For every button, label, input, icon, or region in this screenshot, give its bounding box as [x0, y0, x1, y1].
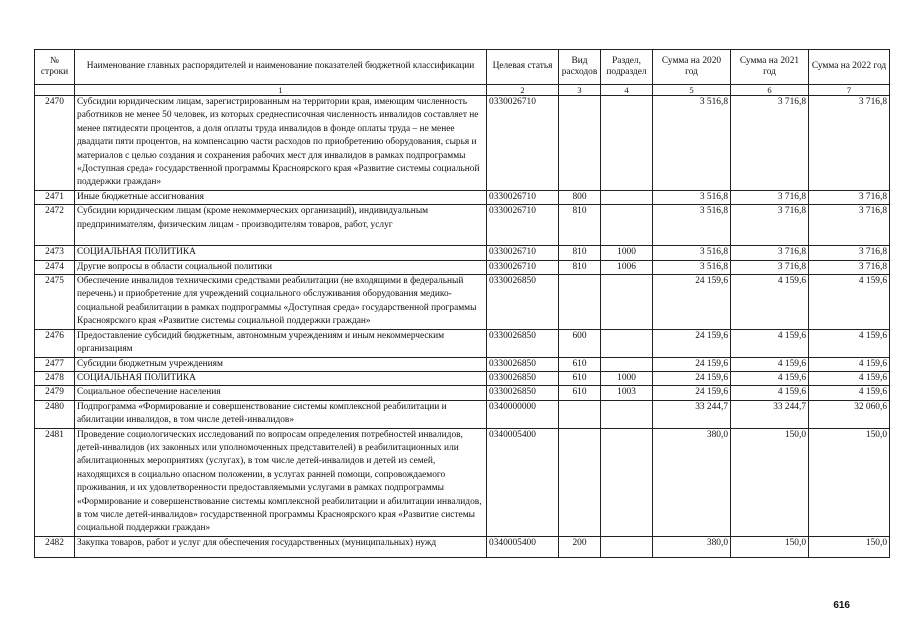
row-target: 0330026710 — [487, 190, 559, 204]
row-sum-2022: 4 159,6 — [809, 275, 890, 330]
row-kind: 200 — [559, 536, 601, 557]
row-section — [601, 536, 653, 557]
row-number: 2478 — [35, 371, 75, 385]
row-sum-2022: 3 716,8 — [809, 260, 890, 274]
table-row — [35, 205, 890, 246]
row-sum-2021: 4 159,6 — [731, 386, 809, 400]
row-sum-2022: 3 716,8 — [809, 190, 890, 204]
row-number: 2479 — [35, 386, 75, 400]
row-sum-2021: 150,0 — [731, 428, 809, 536]
table-row — [35, 190, 890, 204]
table-row — [35, 428, 890, 536]
row-sum-2022: 4 159,6 — [809, 329, 890, 357]
row-name: Закупка товаров, работ и услуг для обеспечения государственных (муниципальных) нужд — [75, 536, 487, 557]
table-row — [35, 96, 890, 191]
row-sum-2020: 3 516,8 — [653, 190, 731, 204]
row-kind: 810 — [559, 246, 601, 260]
row-target: 0330026850 — [487, 329, 559, 357]
row-sum-2020: 3 516,8 — [653, 246, 731, 260]
row-sum-2022: 150,0 — [809, 536, 890, 557]
row-name: Обеспечение инвалидов техническими средствами реабилитации (не входящими в федеральный перечень) и приобретение для учреждений социального обслуживания оборудования медико-социальной реабилитации в рамках подпрограммы «Доступная среда» государственной программы Красноярского края «Развитие системы социальной поддержки граждан» — [75, 275, 487, 330]
row-section: 1003 — [601, 386, 653, 400]
row-section — [601, 357, 653, 371]
row-name: Субсидии юридическим лицам, зарегистрированным на территории края, имеющим численность работников не менее 50 человек, из которых среднесписочная численность инвалидов составляет не менее пятидесяти процентов, а доля оплаты труда инвалидов в фонде оплаты труда – не менее двадцати пяти процентов, на компенсацию части расходов по приобретению оборудования, сырья и материалов с целью создания и сохранения рабочих мест для инвалидов в рамках подпрограммы «Доступная среда» государственной программы Красноярского края «Развитие системы социальной поддержки граждан» — [75, 96, 487, 191]
table-row — [35, 371, 890, 385]
row-number: 2472 — [35, 205, 75, 246]
row-sum-2022: 150,0 — [809, 428, 890, 536]
header-sum-2021: Сумма на 2021 год — [731, 50, 809, 85]
header-sum-2022: Сумма на 2022 год — [809, 50, 890, 85]
row-kind: 810 — [559, 260, 601, 274]
row-section — [601, 428, 653, 536]
row-section: 1000 — [601, 371, 653, 385]
row-sum-2020: 24 159,6 — [653, 357, 731, 371]
row-target: 0330026850 — [487, 275, 559, 330]
row-sum-2022: 3 716,8 — [809, 205, 890, 246]
row-name: СОЦИАЛЬНАЯ ПОЛИТИКА — [75, 371, 487, 385]
row-sum-2021: 4 159,6 — [731, 329, 809, 357]
row-sum-2021: 3 716,8 — [731, 246, 809, 260]
row-number: 2481 — [35, 428, 75, 536]
row-number: 2480 — [35, 400, 75, 428]
table-row — [35, 386, 890, 400]
row-name: Субсидии бюджетным учреждениям — [75, 357, 487, 371]
column-number: 1 — [75, 85, 487, 96]
row-sum-2020: 24 159,6 — [653, 371, 731, 385]
row-sum-2022: 4 159,6 — [809, 371, 890, 385]
row-sum-2020: 380,0 — [653, 428, 731, 536]
row-sum-2020: 3 516,8 — [653, 260, 731, 274]
row-section — [601, 96, 653, 191]
page-number: 616 — [833, 600, 850, 611]
row-sum-2020: 3 516,8 — [653, 96, 731, 191]
table-row — [35, 536, 890, 557]
row-number: 2474 — [35, 260, 75, 274]
row-sum-2021: 3 716,8 — [731, 205, 809, 246]
row-target: 0330026850 — [487, 371, 559, 385]
row-name: Проведение социологических исследований по вопросам определения потребностей инвалидов, детей-инвалидов (их законных или уполномоченных представителей) в реабилитационных или абилитационных мероприятиях (услугах), в том числе детей-инвалидов и детей из семей, находящихся в социально опасном положении, в услугах ранней помощи, сопровождаемого проживания, и их удовлетворенности предоставляемыми услугами в рамках подпрограммы «Формирование и совершенствование системы комплексной реабилитации и абилитации инвалидов, в том числе детей-инвалидов» государственной программы Красноярского края «Развитие системы социальной поддержки граждан» — [75, 428, 487, 536]
row-target: 0330026710 — [487, 246, 559, 260]
row-kind: 600 — [559, 329, 601, 357]
row-sum-2022: 4 159,6 — [809, 357, 890, 371]
row-sum-2020: 380,0 — [653, 536, 731, 557]
row-section — [601, 190, 653, 204]
row-name: Иные бюджетные ассигнования — [75, 190, 487, 204]
column-number: 3 — [559, 85, 601, 96]
row-sum-2020: 33 244,7 — [653, 400, 731, 428]
row-sum-2020: 3 516,8 — [653, 205, 731, 246]
row-section — [601, 329, 653, 357]
column-number: 5 — [653, 85, 731, 96]
row-number: 2476 — [35, 329, 75, 357]
row-number: 2470 — [35, 96, 75, 191]
row-sum-2020: 24 159,6 — [653, 275, 731, 330]
row-kind: 610 — [559, 386, 601, 400]
row-number: 2473 — [35, 246, 75, 260]
row-section — [601, 400, 653, 428]
budget-table — [34, 49, 890, 558]
row-sum-2021: 4 159,6 — [731, 357, 809, 371]
row-target: 0340000000 — [487, 400, 559, 428]
row-name: Подпрограмма «Формирование и совершенствование системы комплексной реабилитации и абилитации инвалидов, в том числе детей-инвалидов» — [75, 400, 487, 428]
row-number: 2482 — [35, 536, 75, 557]
column-number-row — [35, 85, 890, 96]
row-kind — [559, 400, 601, 428]
table-row — [35, 246, 890, 260]
row-sum-2020: 24 159,6 — [653, 329, 731, 357]
row-sum-2021: 33 244,7 — [731, 400, 809, 428]
table-row — [35, 357, 890, 371]
row-target: 0330026710 — [487, 260, 559, 274]
column-number: 7 — [809, 85, 890, 96]
table-row — [35, 275, 890, 330]
row-name: Предоставление субсидий бюджетным, автономным учреждениям и иным некоммерческим организациям — [75, 329, 487, 357]
row-target: 0330026850 — [487, 357, 559, 371]
row-name: Субсидии юридическим лицам (кроме некоммерческих организаций), индивидуальным предпринимателям, физическим лицам - производителям товаров, работ, услуг — [75, 205, 487, 246]
row-name: Социальное обеспечение населения — [75, 386, 487, 400]
table-row — [35, 400, 890, 428]
row-number: 2475 — [35, 275, 75, 330]
header-row — [35, 50, 890, 85]
row-sum-2021: 3 716,8 — [731, 96, 809, 191]
column-number: 4 — [601, 85, 653, 96]
row-section: 1000 — [601, 246, 653, 260]
row-sum-2021: 4 159,6 — [731, 371, 809, 385]
header-kind: Вид расходов — [559, 50, 601, 85]
row-sum-2022: 32 060,6 — [809, 400, 890, 428]
header-name: Наименование главных распорядителей и наименование показателей бюджетной классификации — [75, 50, 487, 85]
header-sum-2020: Сумма на 2020 год — [653, 50, 731, 85]
table-row — [35, 260, 890, 274]
header-target: Целевая статья — [487, 50, 559, 85]
row-name: СОЦИАЛЬНАЯ ПОЛИТИКА — [75, 246, 487, 260]
row-kind: 610 — [559, 371, 601, 385]
row-target: 0330026710 — [487, 96, 559, 191]
row-sum-2021: 150,0 — [731, 536, 809, 557]
row-sum-2022: 3 716,8 — [809, 246, 890, 260]
column-number: 2 — [487, 85, 559, 96]
column-number: 6 — [731, 85, 809, 96]
row-sum-2022: 3 716,8 — [809, 96, 890, 191]
row-kind — [559, 428, 601, 536]
row-sum-2021: 3 716,8 — [731, 190, 809, 204]
row-number: 2477 — [35, 357, 75, 371]
row-name: Другие вопросы в области социальной политики — [75, 260, 487, 274]
row-target: 0340005400 — [487, 536, 559, 557]
row-kind: 800 — [559, 190, 601, 204]
row-kind — [559, 275, 601, 330]
header-row-no: № строки — [35, 50, 75, 85]
row-target: 0340005400 — [487, 428, 559, 536]
table-row — [35, 329, 890, 357]
row-kind — [559, 96, 601, 191]
row-sum-2021: 4 159,6 — [731, 275, 809, 330]
row-target: 0330026850 — [487, 386, 559, 400]
row-kind: 810 — [559, 205, 601, 246]
row-target: 0330026710 — [487, 205, 559, 246]
column-number — [35, 85, 75, 96]
row-section: 1006 — [601, 260, 653, 274]
header-section: Раздел, подраздел — [601, 50, 653, 85]
row-sum-2020: 24 159,6 — [653, 386, 731, 400]
row-section — [601, 205, 653, 246]
row-sum-2021: 3 716,8 — [731, 260, 809, 274]
row-section — [601, 275, 653, 330]
row-kind: 610 — [559, 357, 601, 371]
row-sum-2022: 4 159,6 — [809, 386, 890, 400]
row-number: 2471 — [35, 190, 75, 204]
